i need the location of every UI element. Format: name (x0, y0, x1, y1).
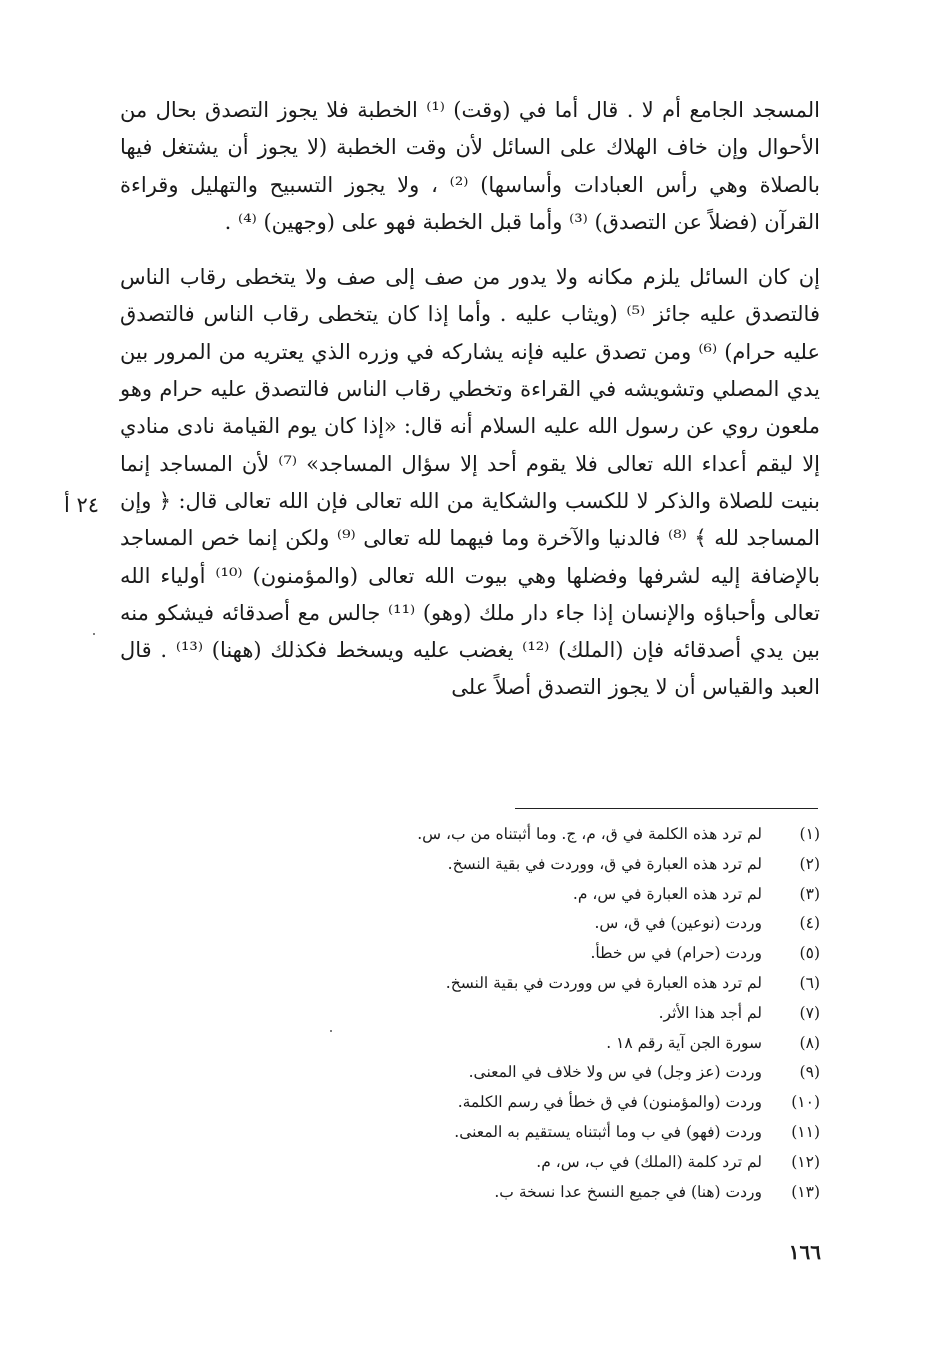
footnote (330, 939, 820, 969)
footnote-text: وردت (فهو) في ب وما أثبتناه يستقيم به المعنى. (454, 1122, 762, 1141)
footnote (330, 850, 820, 880)
footnote-number: (١٠) (791, 1093, 820, 1112)
footnote-number: (١٣) (791, 1182, 820, 1201)
footnote (330, 820, 820, 850)
footnote-text: وردت (عز وجل) في س ولا خلاف في المعنى. (468, 1063, 762, 1082)
footnote-text: سورة الجن آية رقم ١٨ . (606, 1033, 762, 1052)
paragraph-2: إن كان السائل يلزم مكانه ولا يدور من صف إلى صف ولا يتخطى رقاب الناس فالتصدق عليه جائز ⁽⁵⁾ (ويثاب عليه . وأما إذا كان يتخطى رقاب الناس فالتصدق عليه حرام) ⁽⁶⁾ ومن تصدق عليه فإنه يشاركه في وزره الذي يعتريه من المرور بين يدي المصلي وتشويشه في القراءة وتخطي رقاب الناس فالتصدق عليه حرام وهو ملعون روي عن رسول الله عليه السلام أنه قال: «إذا كان يوم القيامة نادى منادي إلا ليقم أعداء الله تعالى فلا يقوم أحد إلا سؤال المساجد» ⁽⁷⁾ لأن المساجد إنما بنيت للصلاة والذكر لا للكسب والشكاية من الله تعالى فإن الله تعالى قال: ﴿ وإن المساجد لله ﴾ ⁽⁸⁾ فالدنيا والآخرة وما فيهما لله تعالى ⁽⁹⁾ ولكن إنما خص المساجد بالإضافة إليه لشرفها وفضلها وهي بيوت الله تعالى (والمؤمنون) ⁽¹⁰⁾ أولياء الله تعالى وأحباؤه والإنسان إذا جاء دار ملك (وهو) ⁽¹¹⁾ جالس مع أصدقائه فيشكو منه بين يدي أصدقائه فإن (الملك) ⁽¹²⁾ يغضب عليه ويسخط فكذلك (ههنا) ⁽¹³⁾ . قال العبد والقياس أن لا يجوز التصدق أصلاً على (120, 265, 821, 700)
footnote-text: لم ترد كلمة (الملك) في ب، س، م. (536, 1152, 762, 1171)
footnote-text: لم أجد هذا الأثر. (658, 1003, 762, 1022)
footnote (330, 1058, 820, 1088)
footnote-text: وردت (حرام) في س خطأ. (590, 944, 762, 963)
footnote-number: (١) (799, 825, 820, 843)
page-number: ١٦٦ (788, 1240, 821, 1264)
scan-speck (93, 633, 95, 635)
footnote-text: وردت (نوعين) في ق، س. (594, 914, 762, 933)
footnote (330, 969, 820, 999)
footnotes-list (330, 820, 820, 1207)
footnote-number: (٢) (799, 854, 820, 873)
footnote-number: (٧) (799, 1003, 820, 1022)
footnote-number: (١٢) (791, 1152, 820, 1171)
footnote-number: (٩) (799, 1063, 820, 1082)
footnote (330, 880, 820, 910)
footnote-text: لم ترد هذه العبارة في س، م. (572, 884, 762, 903)
footnote (330, 1178, 820, 1208)
footnote-text: لم ترد هذه الكلمة في ق، م، ج. وما أثبتناه من ب، س. (417, 825, 762, 843)
footnote (330, 1118, 820, 1148)
footnote (330, 1148, 820, 1178)
footnote (330, 1088, 820, 1118)
footnote (330, 999, 820, 1029)
scan-speck (330, 1030, 332, 1032)
footnote-separator (515, 808, 818, 809)
footnote-number: (٦) (799, 973, 820, 992)
footnote-text: وردت (والمؤمنون) في ق خطأ في رسم الكلمة. (457, 1093, 762, 1112)
footnote (330, 909, 820, 939)
footnote-text: وردت (هنا) في جميع النسخ عدا نسخة ب. (494, 1182, 762, 1201)
footnote-number: (٨) (799, 1033, 820, 1052)
footnote-number: (٣) (799, 884, 820, 903)
footnote-number: (٥) (799, 944, 820, 963)
footnote-number: (١١) (791, 1122, 820, 1141)
footnote-text: لم ترد هذه العبارة في س ووردت في بقية النسخ. (445, 973, 762, 992)
footnote (330, 1029, 820, 1059)
footnote-text: لم ترد هذه العبارة في ق، ووردت في بقية النسخ. (447, 854, 762, 873)
footnote-number: (٤) (799, 914, 820, 933)
paragraph-1: المسجد الجامع أم لا . قال أما في (وقت) ⁽¹⁾ الخطبة فلا يجوز التصدق بحال من الأحوال وإن خاف الهلاك على السائل لأن وقت الخطبة (لا يجوز أن يشتغل فيها بالصلاة وهي رأس العبادات وأساسها) ⁽²⁾ ، ولا يجوز التسبيح والتهليل وقراءة القرآن (فضلاً عن التصدق) ⁽³⁾ وأما قبل الخطبة فهو على (وجهين) ⁽⁴⁾ . (120, 98, 821, 234)
manuscript-folio-marker: ٢٤ أ (64, 493, 100, 517)
main-text (120, 92, 820, 707)
